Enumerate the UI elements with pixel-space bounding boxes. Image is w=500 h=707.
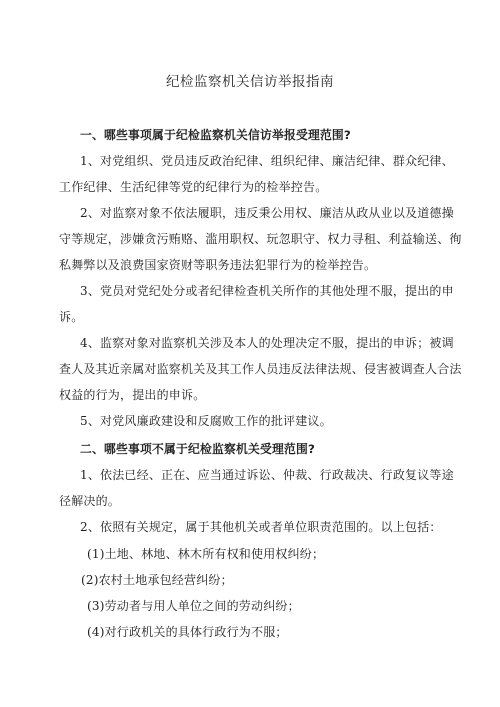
paragraph-line: 径解决的。 <box>59 494 121 508</box>
paragraph-line: 4、监察对象对监察机关涉及本人的处理决定不服，提出的申诉；被调 <box>80 336 454 350</box>
paragraph-line: 工作纪律、生活纪律等党的纪律行为的检举控告。 <box>59 180 328 194</box>
list-item: (2)农村土地承包经营纠纷； <box>81 573 233 587</box>
paragraph-line: 3、党员对党纪处分或者纪律检查机关所作的其他处理不服，提出的申 <box>80 284 454 298</box>
paragraph-line: 权益的行为，提出的申诉。 <box>59 388 206 402</box>
section-heading-2: 二、哪些事项不属于纪检监察机关受理范围? <box>80 442 315 456</box>
paragraph-line: 1、对党组织、党员违反政治纪律、组织纪律、廉洁纪律、群众纪律、 <box>80 154 454 168</box>
paragraph-line: 1、依法已经、正在、应当通过诉讼、仲裁、行政裁决、行政复议等途 <box>80 468 454 482</box>
document-title: 纪检监察机关信访举报指南 <box>166 74 334 90</box>
paragraph-line: 5、对党风廉政建设和反腐败工作的批评建议。 <box>80 414 332 428</box>
paragraph-line: 守等规定，涉嫌贪污贿赂、滥用职权、玩忽职守、权力寻租、利益输送、徇 <box>59 232 462 246</box>
paragraph-line: 诉。 <box>59 310 84 324</box>
list-item: (4)对行政机关的具体行政行为不服； <box>87 625 288 639</box>
paragraph-line: 2、对监察对象不依法履职，违反秉公用权、廉洁从政从业以及道德操 <box>80 206 454 220</box>
list-item: (3)劳动者与用人单位之间的劳动纠纷； <box>87 599 300 613</box>
section-heading-1: 一、哪些事项属于纪检监察机关信访举报受理范围? <box>80 128 351 142</box>
paragraph-line: 私舞弊以及浪费国家资财等职务违法犯罪行为的检举控告。 <box>59 258 377 272</box>
paragraph-line: 查人及其近亲属对监察机关及其工作人员违反法律法规、侵害被调查人合法 <box>59 362 462 376</box>
list-item: (1)土地、林地、林木所有权和使用权纠纷； <box>87 547 325 561</box>
paragraph-line: 2、依照有关规定，属于其他机关或者单位职责范围的。以上包括： <box>80 520 442 534</box>
